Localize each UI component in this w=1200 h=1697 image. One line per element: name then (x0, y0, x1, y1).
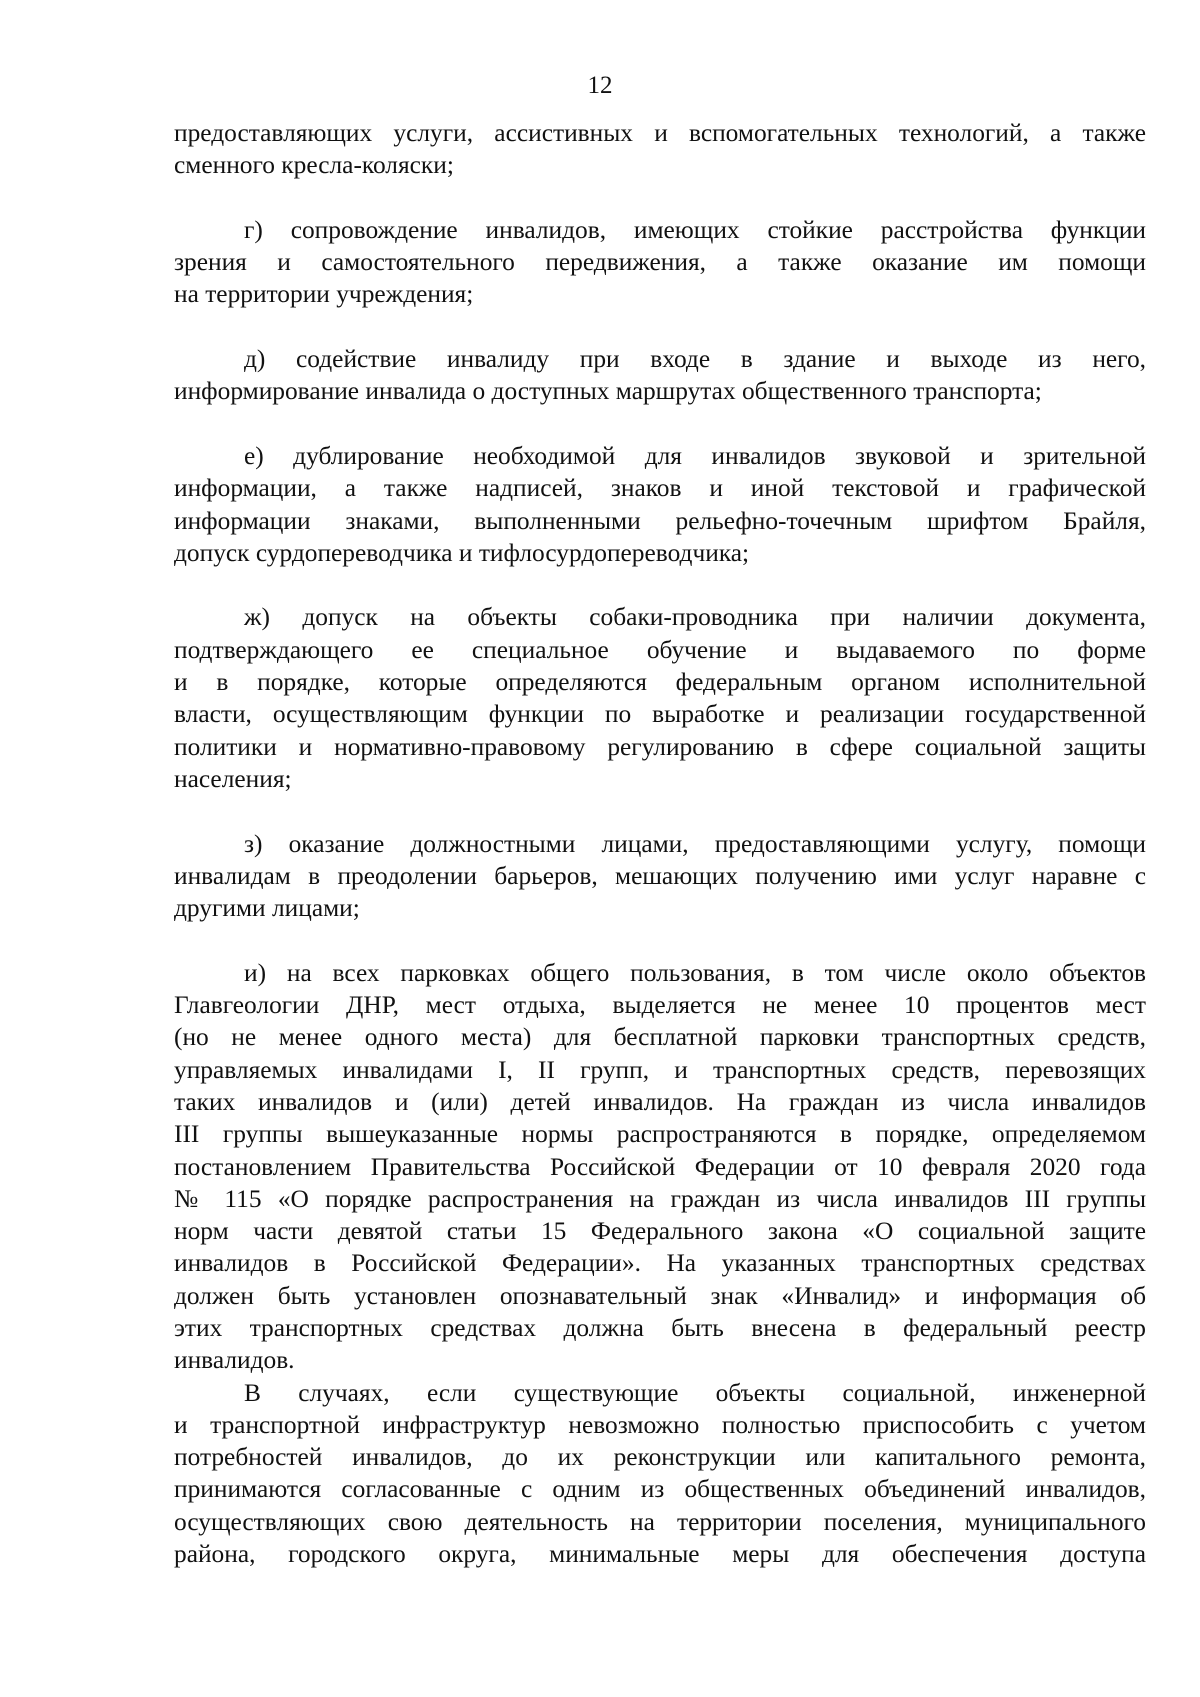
text-line: д) содействие инвалиду при входе в здание и выходе из него, (244, 345, 1146, 374)
text-line: инвалидов. (174, 1346, 295, 1375)
text-line: потребностей инвалидов, до их реконструкции или капитального ремонта, (174, 1443, 1146, 1472)
text-line: управляемых инвалидами I, II групп, и транспортных средств, перевозящих (174, 1055, 1146, 1084)
page-number: 12 (587, 72, 613, 99)
text-line: и в порядке, которые определяются федеральным органом исполнительной (174, 668, 1146, 697)
text-line: принимаются согласованные с одним из общественных объединений инвалидов, (174, 1475, 1146, 1504)
paragraph-item-e (174, 440, 1146, 569)
paragraph-continuation (174, 117, 1146, 182)
text-line: осуществляющих свою деятельность на территории поселения, муниципального (174, 1507, 1146, 1536)
text-line: населения; (174, 764, 292, 793)
text-line: этих транспортных средствах должна быть внесена в федеральный реестр (174, 1313, 1146, 1342)
paragraph-item-i (174, 957, 1146, 1377)
text-line: власти, осуществляющим функции по выработке и реализации государственной (174, 700, 1146, 729)
text-line: инвалидам в преодолении барьеров, мешающих получению ими услуг наравне с (174, 861, 1146, 890)
paragraph-item-d (174, 343, 1146, 408)
paragraph-closing (174, 1377, 1146, 1571)
text-line: Главгеологии ДНР, мест отдыха, выделяется не менее 10 процентов мест (174, 991, 1146, 1020)
text-line: сменного кресла-коляски; (174, 151, 454, 180)
text-line: III группы вышеуказанные нормы распространяются в порядке, определяемом (174, 1120, 1146, 1149)
paragraph-item-zh (174, 601, 1146, 795)
paragraph-item-g (174, 214, 1146, 311)
document-body (174, 117, 1146, 1570)
text-line: и транспортной инфраструктур невозможно полностью приспособить с учетом (174, 1410, 1146, 1439)
text-line: на территории учреждения; (174, 280, 474, 309)
text-line: е) дублирование необходимой для инвалидов звуковой и зрительной (244, 441, 1146, 470)
text-line: з) оказание должностными лицами, предоставляющими услугу, помощи (244, 829, 1146, 858)
text-line: допуск сурдопереводчика и тифлосурдопереводчика; (174, 538, 750, 567)
text-line: должен быть установлен опознавательный знак «Инвалид» и информация об (174, 1281, 1146, 1310)
text-line: предоставляющих услуги, ассистивных и вспомогательных технологий, а также (174, 119, 1146, 147)
text-line: г) сопровождение инвалидов, имеющих стойкие расстройства функции (244, 215, 1146, 244)
text-line: подтверждающего ее специальное обучение и выдаваемого по форме (174, 635, 1146, 664)
text-line: ж) допуск на объекты собаки-проводника при наличии документа, (244, 603, 1146, 632)
text-line: информации, а также надписей, знаков и иной текстовой и графической (174, 474, 1146, 503)
text-line: зрения и самостоятельного передвижения, а также оказание им помощи (174, 248, 1146, 277)
text-line: информации знаками, выполненными рельефно-точечным шрифтом Брайля, (174, 506, 1146, 535)
text-line: постановлением Правительства Российской Федерации от 10 февраля 2020 года (174, 1152, 1146, 1181)
text-line: норм части девятой статьи 15 Федерального закона «О социальной защите (174, 1217, 1146, 1246)
text-line: другими лицами; (174, 894, 360, 923)
text-line: и) на всех парковках общего пользования, в том числе около объектов (244, 958, 1146, 987)
text-line: инвалидов в Российской Федерации». На указанных транспортных средствах (174, 1249, 1146, 1278)
text-line: № 115 «О порядке распространения на граждан из числа инвалидов III группы (174, 1184, 1146, 1213)
text-line: политики и нормативно-правовому регулированию в сфере социальной защиты (174, 732, 1146, 761)
text-line: В случаях, если существующие объекты социальной, инженерной (244, 1378, 1146, 1407)
text-line: таких инвалидов и (или) детей инвалидов. На граждан из числа инвалидов (174, 1087, 1146, 1116)
text-line: района, городского округа, минимальные меры для обеспечения доступа (174, 1540, 1146, 1569)
text-line: (но не менее одного места) для бесплатной парковки транспортных средств, (174, 1023, 1146, 1052)
paragraph-item-z (174, 828, 1146, 925)
text-line: информирование инвалида о доступных маршрутах общественного транспорта; (174, 377, 1042, 406)
